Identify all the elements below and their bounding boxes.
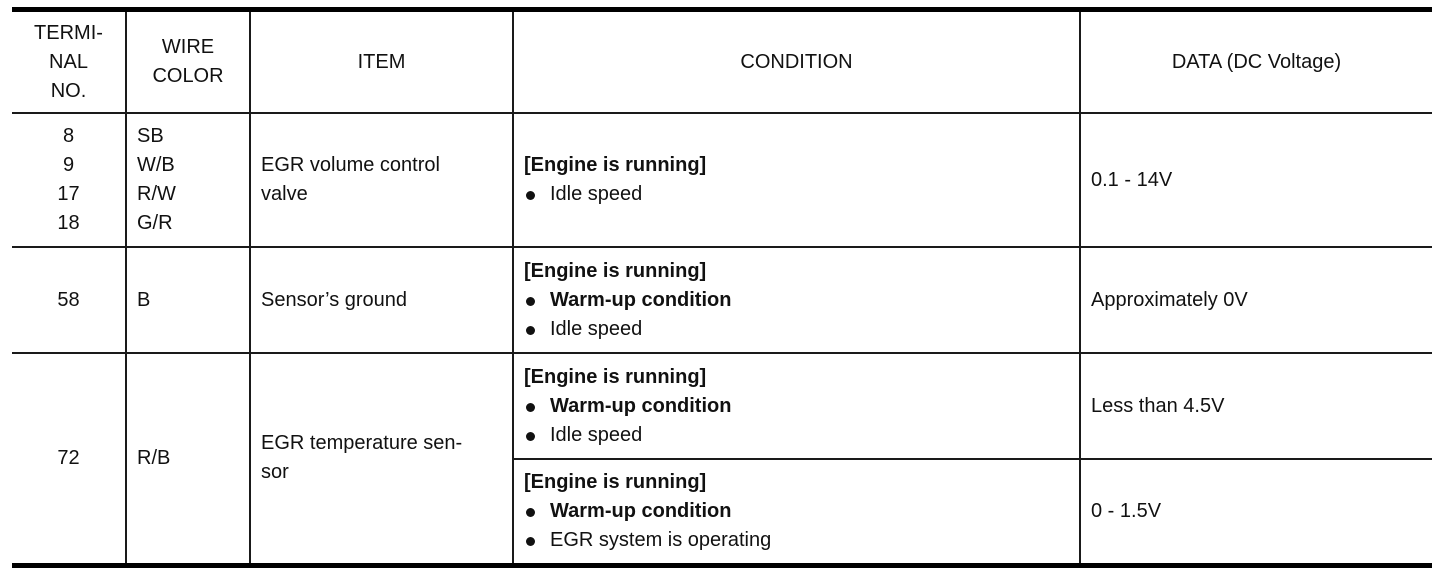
- wire-color: R/B: [137, 446, 171, 469]
- terminal-cell: [12, 247, 126, 353]
- wire-color: B: [137, 288, 151, 311]
- header-wire-line: COLOR: [152, 65, 224, 87]
- item-cell: [250, 247, 513, 353]
- data-cell: Approximately 0V: [1080, 247, 1432, 353]
- condition-bullet: [524, 392, 1069, 421]
- table-row: [12, 113, 1432, 247]
- condition-bullet-text: EGR system is operating: [550, 528, 772, 551]
- table-body: [12, 113, 1432, 565]
- item-line: EGR temperature sen-: [261, 432, 463, 455]
- terminal-number: 8: [62, 125, 75, 147]
- item-line: Sensor’s ground: [261, 288, 408, 311]
- header-data: DATA (DC Voltage): [1080, 10, 1432, 114]
- table-row: [12, 353, 1432, 459]
- header-terminal: [12, 10, 126, 114]
- header-wire-color: [126, 10, 250, 114]
- wire-color: W/B: [137, 154, 175, 176]
- wire-color: R/W: [137, 183, 176, 205]
- condition-bullet-text: Warm-up condition: [550, 394, 732, 417]
- bullet-dot-icon: [526, 403, 535, 412]
- data-cell: 0.1 - 14V: [1080, 113, 1432, 247]
- bullet-dot-icon: [526, 508, 535, 517]
- condition-bullet: [524, 315, 1069, 344]
- bullet-dot-icon: [526, 326, 535, 335]
- terminal-number: 58: [57, 288, 80, 311]
- wire-color-cell: [126, 113, 250, 247]
- wire-color: SB: [137, 125, 164, 147]
- condition-title: [Engine is running]: [524, 365, 707, 388]
- condition-bullet-text: Idle speed: [550, 183, 643, 205]
- table-row: [12, 247, 1432, 353]
- header-condition: CONDITION: [513, 10, 1080, 114]
- condition-bullet: [524, 497, 1069, 526]
- condition-bullet-text: Warm-up condition: [550, 288, 732, 311]
- condition-bullet: [524, 180, 1069, 209]
- condition-title: [Engine is running]: [524, 259, 707, 282]
- header-terminal-line: TERMI-: [34, 21, 103, 44]
- data-cell: 0 - 1.5V: [1080, 459, 1432, 565]
- condition-bullet-text: Warm-up condition: [550, 499, 732, 522]
- header-item: ITEM: [250, 10, 513, 114]
- bullet-dot-icon: [526, 537, 535, 546]
- wire-color: G/R: [137, 212, 173, 234]
- data-cell: Less than 4.5V: [1080, 353, 1432, 459]
- terminal-cell: [12, 113, 126, 247]
- condition-cell: [513, 247, 1080, 353]
- wire-color-cell: [126, 353, 250, 565]
- item-line: sor: [261, 461, 289, 484]
- terminal-number: 9: [62, 154, 75, 176]
- condition-cell: [513, 353, 1080, 459]
- condition-title: [Engine is running]: [524, 154, 707, 176]
- item-line: valve: [261, 183, 308, 205]
- condition-bullet: [524, 286, 1069, 315]
- item-line: EGR volume control: [261, 154, 440, 176]
- wire-color-cell: [126, 247, 250, 353]
- bullet-dot-icon: [526, 297, 535, 306]
- terminal-number: 18: [57, 212, 80, 234]
- condition-bullet-text: Idle speed: [550, 423, 643, 446]
- condition-cell: [513, 113, 1080, 247]
- condition-bullet: [524, 526, 1069, 555]
- bullet-dot-icon: [526, 191, 535, 200]
- terminal-number: 72: [57, 446, 80, 469]
- header-terminal-line: NAL: [49, 50, 88, 73]
- header-wire-line: WIRE: [161, 36, 215, 58]
- bullet-dot-icon: [526, 432, 535, 441]
- terminal-number: 17: [57, 183, 80, 205]
- item-cell: [250, 353, 513, 565]
- header-terminal-line: NO.: [50, 79, 87, 102]
- terminal-data-table: [12, 7, 1432, 568]
- condition-bullet: [524, 421, 1069, 450]
- condition-cell: [513, 459, 1080, 565]
- header-row: [12, 10, 1432, 114]
- condition-bullet-text: Idle speed: [550, 317, 643, 340]
- condition-title: [Engine is running]: [524, 470, 707, 493]
- item-cell: [250, 113, 513, 247]
- terminal-cell: [12, 353, 126, 565]
